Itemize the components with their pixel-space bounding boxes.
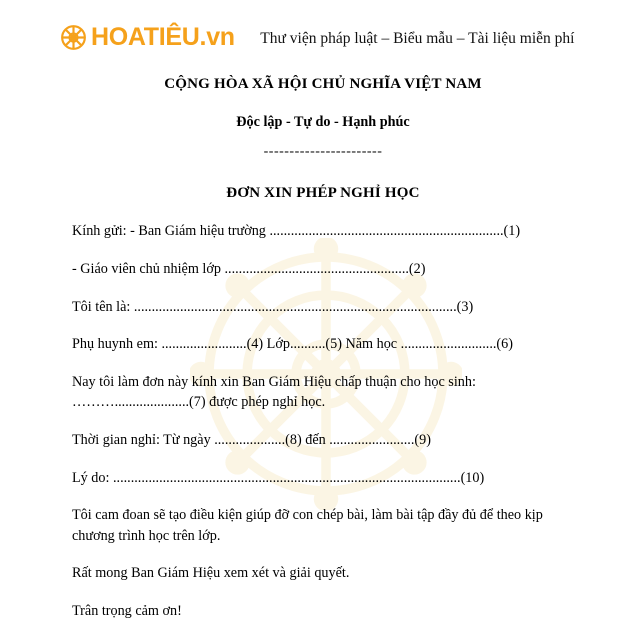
- national-motto: Độc lập - Tự do - Hạnh phúc: [236, 113, 410, 130]
- form-line-request-closing: Rất mong Ban Giám Hiệu xem xét và giải quyết.: [72, 565, 350, 582]
- form-line-thanks: Trân trọng cảm ơn!: [72, 602, 182, 619]
- document-title: ĐƠN XIN PHÉP NGHỈ HỌC: [226, 184, 420, 201]
- form-line-commitment: Tôi cam đoan sẽ tạo điều kiện giúp đỡ con chép bài, làm bài tập đầy đủ để theo kịp chương trình học trên lớp.: [72, 507, 543, 544]
- site-logo[interactable]: [60, 24, 235, 51]
- form-line-leave-period: Thời gian nghỉ: Từ ngày ....................(8) đến ........................(9): [72, 431, 431, 448]
- site-header: [0, 0, 634, 52]
- logo-text-suffix: .vn: [199, 22, 235, 51]
- form-line-applicant-name: Tôi tên là: ...........................................................................................(3): [72, 298, 474, 315]
- form-line-reason: Lý do: ..................................................................................................(10): [72, 469, 485, 486]
- form-line-request-statement: Nay tôi làm đơn này kính xin Ban Giám Hiệu chấp thuận cho học sinh: ……….....................(7) được phép nghỉ học.: [72, 373, 476, 411]
- form-line-recipient-school: Kính gửi: - Ban Giám hiệu trường ..................................................................(1): [72, 223, 521, 240]
- divider-rule: -----------------------: [263, 144, 383, 160]
- logo-text-main: HOATIÊU: [91, 22, 200, 51]
- form-line-recipient-homeroom-teacher: - Giáo viên chủ nhiệm lớp ....................................................(2): [72, 260, 426, 277]
- national-heading: CỘNG HÒA XÃ HỘI CHỦ NGHĨA VIỆT NAM: [164, 76, 482, 92]
- site-tagline: Thư viện pháp luật – Biểu mẫu – Tài liệu miễn phí: [260, 30, 575, 47]
- form-line-student-class-year: Phụ huynh em: ........................(4) Lớp..........(5) Năm học ...........................(6): [72, 336, 513, 353]
- hoatieu-wheel-logo-icon: [60, 24, 87, 51]
- document-body: [0, 52, 634, 622]
